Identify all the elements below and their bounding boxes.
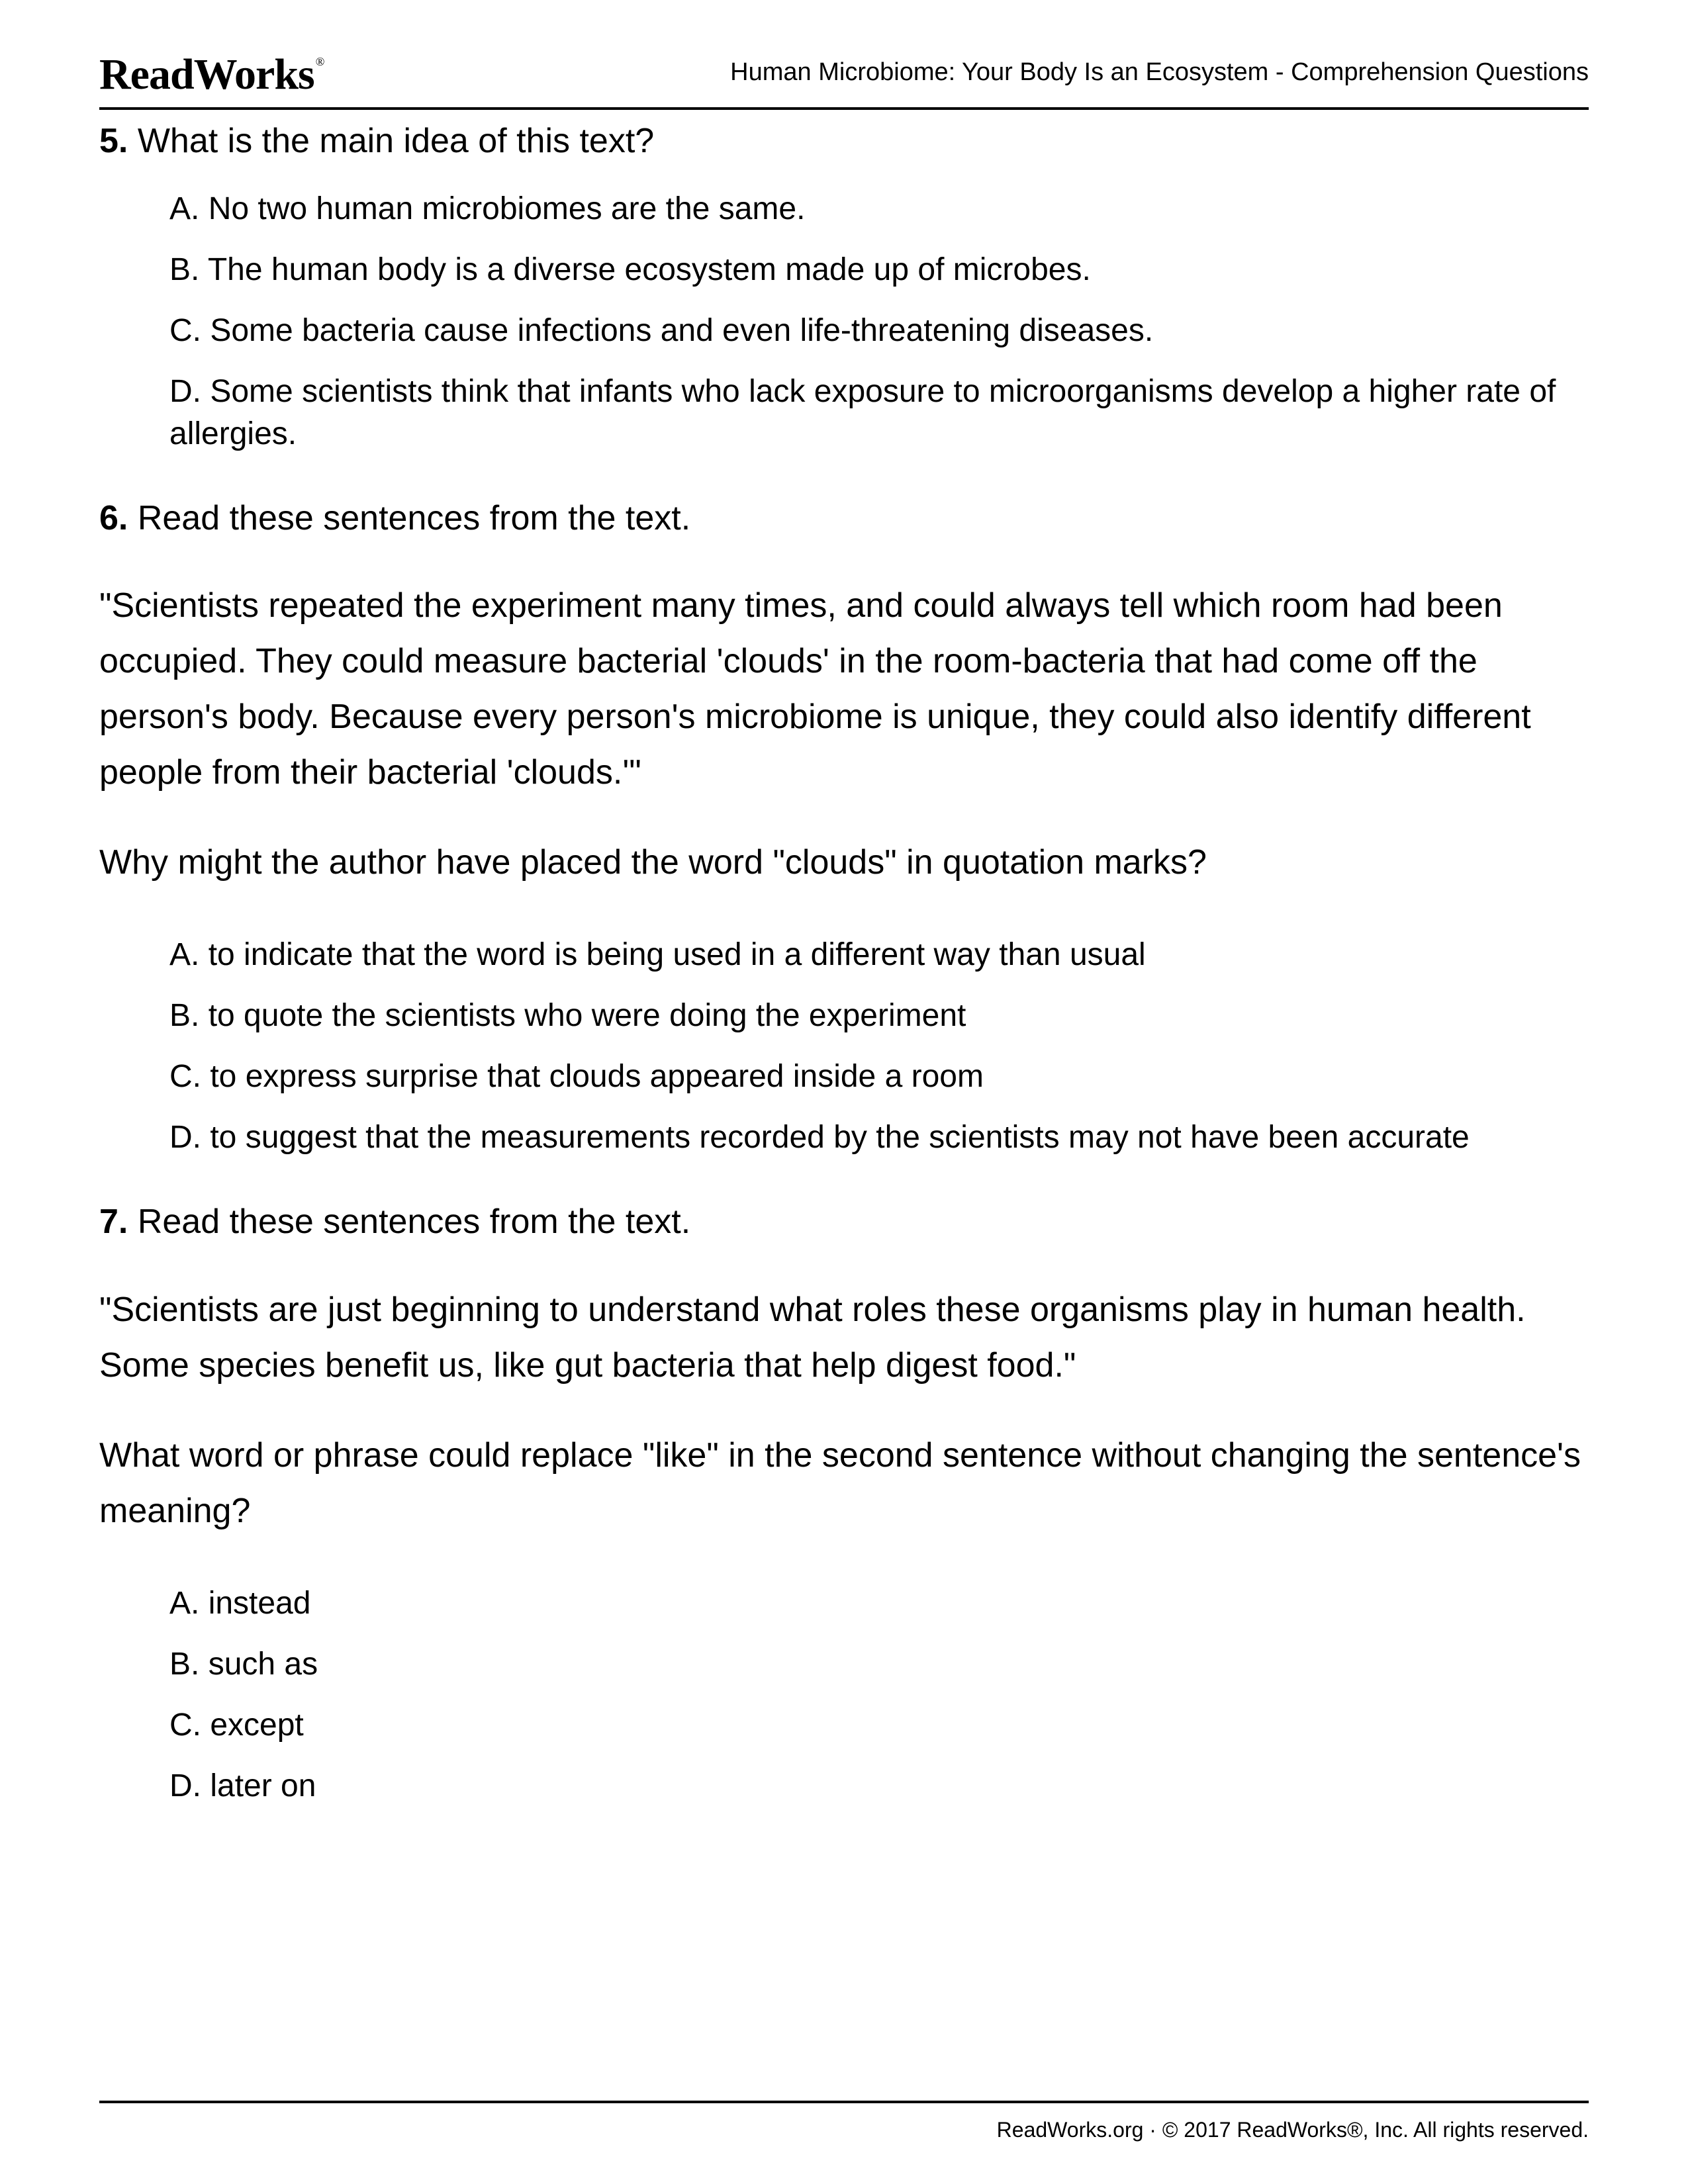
option-b[interactable]: B. to quote the scientists who were doing the experiment xyxy=(169,998,966,1034)
page-footer xyxy=(99,2101,1589,2142)
question-6-options xyxy=(99,934,1589,1159)
option-c[interactable]: C. Some bacteria cause infections and even life-threatening diseases. xyxy=(169,312,1154,348)
readworks-logo: ReadWorks ® xyxy=(99,50,324,99)
questions-content xyxy=(99,119,1589,1826)
question-7-stem: 7. Read these sentences from the text. xyxy=(99,1203,691,1242)
option-d[interactable]: D. later on xyxy=(169,1768,316,1803)
option-a[interactable]: A. to indicate that the word is being used in a different way than usual xyxy=(169,937,1146,973)
question-6-passage: "Scientists repeated the experiment many times, and could always tell which room had been occupied. They could measure bacterial 'clouds' in the room-bacteria that had come off the person's body. Because every person's microbiome is unique, they could also identify different people from their bacterial 'clouds.'" xyxy=(99,586,1531,792)
question-6 xyxy=(99,496,1589,1160)
question-7-options xyxy=(99,1582,1589,1807)
question-5 xyxy=(99,119,1589,455)
question-5-options xyxy=(99,188,1589,455)
option-b[interactable]: B. The human body is a diverse ecosystem made up of microbes. xyxy=(169,251,1091,287)
option-a[interactable]: A. instead xyxy=(169,1585,311,1621)
question-7 xyxy=(99,1200,1589,1807)
option-d[interactable]: D. Some scientists think that infants who lack exposure to microorganisms develop a higher rate of allergies. xyxy=(169,373,1556,451)
option-c[interactable]: C. to express surprise that clouds appeared inside a room xyxy=(169,1059,984,1095)
option-b[interactable]: B. such as xyxy=(169,1646,318,1682)
option-a[interactable]: A. No two human microbiomes are the same. xyxy=(169,191,806,226)
question-6-prompt: Why might the author have placed the word "clouds" in quotation marks? xyxy=(99,843,1207,882)
option-d[interactable]: D. to suggest that the measurements recorded by the scientists may not have been accurate xyxy=(169,1120,1470,1156)
document-title: Human Microbiome: Your Body Is an Ecosystem - Comprehension Questions xyxy=(730,58,1589,86)
question-7-passage: "Scientists are just beginning to understand what roles these organisms play in human health. Some species benefit us, like gut bacteria that help digest food." xyxy=(99,1290,1526,1385)
question-5-stem: 5. What is the main idea of this text? xyxy=(99,122,655,160)
question-6-stem: 6. Read these sentences from the text. xyxy=(99,498,691,537)
page-header xyxy=(99,46,1589,110)
question-7-prompt: What word or phrase could replace "like" in the second sentence without changing the sentence's meaning? xyxy=(99,1435,1581,1530)
copyright-text: ReadWorks.org · © 2017 ReadWorks®, Inc. All rights reserved. xyxy=(996,2118,1589,2142)
option-c[interactable]: C. except xyxy=(169,1707,304,1743)
